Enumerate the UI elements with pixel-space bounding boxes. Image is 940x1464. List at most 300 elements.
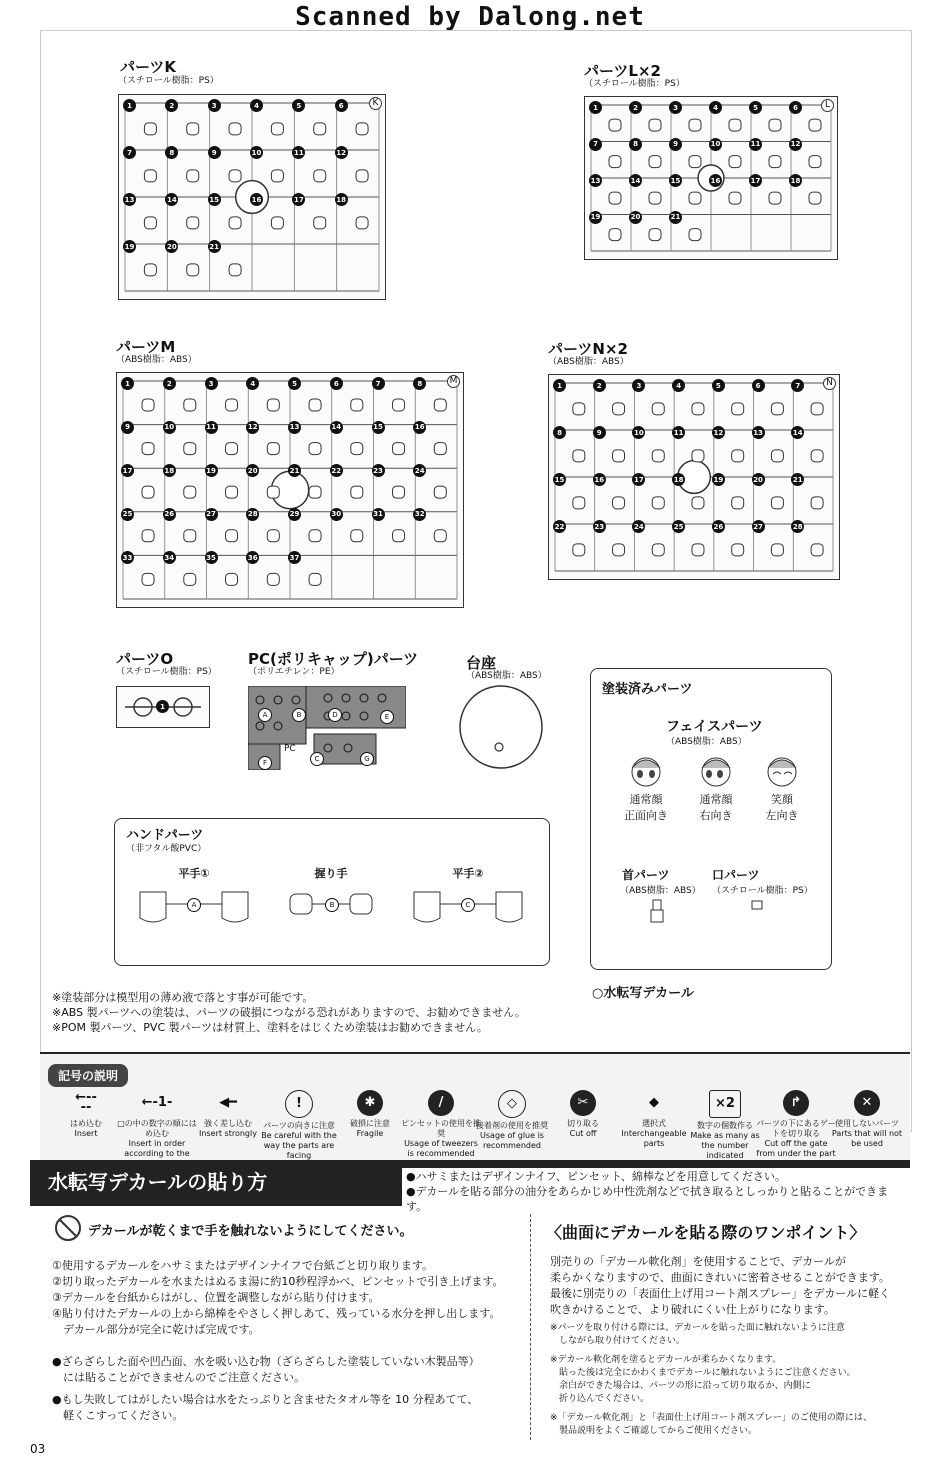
part-number: 28: [246, 508, 259, 521]
part-shape: [689, 229, 701, 241]
part-shape: [729, 192, 741, 204]
part-number: 5: [288, 377, 301, 390]
part-number: 12: [335, 146, 348, 159]
part-shape: [351, 399, 363, 411]
part-shape: [184, 399, 196, 411]
part-shape: [309, 443, 321, 455]
part-number: 14: [330, 421, 343, 434]
parts-k-material: （スチロール樹脂：PS）: [118, 76, 219, 86]
part-shape: [267, 443, 279, 455]
part-shape: [434, 486, 446, 498]
legend-item: [614, 1090, 694, 1149]
part-shape: [267, 399, 279, 411]
part-number: 19: [589, 211, 602, 224]
paint-notes: [52, 990, 572, 1035]
part-number: 20: [629, 211, 642, 224]
parts-n-title: パーツN×2: [548, 340, 628, 358]
part-shape: [732, 497, 744, 509]
part-number: 24: [413, 464, 426, 477]
part-shape: [809, 192, 821, 204]
part-shape: [393, 399, 405, 411]
legend-label-en: Cut off: [569, 1129, 597, 1138]
pc-letter-a: A: [258, 708, 272, 722]
part-shape: [649, 192, 661, 204]
part-number: 5: [292, 99, 305, 112]
legend-symbol-icon: ×2: [709, 1090, 741, 1118]
part-number: 21: [288, 464, 301, 477]
part-number: 10: [250, 146, 263, 159]
part-number: 6: [330, 377, 343, 390]
legend-symbol-icon: ←-1-: [141, 1095, 173, 1110]
pc-letter-e: E: [380, 710, 394, 724]
legend-label-jp: 選択式: [642, 1119, 666, 1128]
tip-notes: [550, 1322, 910, 1438]
step-line: ④貼り付けたデカールの上から綿棒をやさしく押しあて、残っている水分を押し出します。: [52, 1307, 501, 1320]
part-shape: [184, 486, 196, 498]
part-shape: [692, 497, 704, 509]
part-number: 8: [553, 426, 566, 439]
part-number: 25: [672, 520, 685, 533]
part-shape: [769, 156, 781, 168]
part-shape: [609, 156, 621, 168]
part-number: 31: [372, 508, 385, 521]
legend-label-en: Insert: [74, 1129, 98, 1138]
part-shape: [309, 573, 321, 585]
part-shape: [732, 450, 744, 462]
bullet-line: には貼ることができませんのでご注意ください。: [52, 1371, 305, 1384]
part-number: 20: [752, 473, 765, 486]
bullet-line: ●もし失敗してはがしたい場合は水をたっぷりと含ませたタオル等を 10 分程あてて、: [52, 1393, 479, 1406]
pc-letter-g: G: [360, 752, 374, 766]
part-shape: [573, 544, 585, 556]
legend-label-en: Be careful with the way the parts are facing: [261, 1131, 337, 1160]
part-number: 7: [791, 379, 804, 392]
part-number: 13: [752, 426, 765, 439]
legend-label-en: Make as many as the number indicated: [690, 1131, 760, 1160]
legend-symbol-icon: /: [428, 1090, 454, 1116]
face-icon: [698, 756, 734, 788]
part-number: 16: [413, 421, 426, 434]
pc-letter-b: B: [292, 708, 306, 722]
part-number: 17: [292, 193, 305, 206]
face-label-2: 左向き: [765, 809, 799, 822]
part-number: 35: [205, 551, 218, 564]
face-icon: [764, 756, 800, 788]
legend-item: [330, 1090, 410, 1139]
runner-pc: [248, 686, 406, 770]
face-label-2: 正面向き: [624, 809, 668, 822]
legend-symbol-icon: ◀━: [219, 1095, 237, 1110]
tip-title: 〈曲面にデカールを貼る際のワンポイント〉: [546, 1223, 866, 1242]
part-shape: [652, 544, 664, 556]
neck-material: （ABS樹脂：ABS）: [620, 886, 701, 896]
part-number: 6: [335, 99, 348, 112]
hand-open-2: [408, 866, 528, 930]
face-front: [612, 756, 680, 824]
part-shape: [732, 544, 744, 556]
part-number: 11: [292, 146, 305, 159]
part-shape: [689, 119, 701, 131]
legend-label-en: Interchangeable parts: [621, 1129, 687, 1148]
pc-letter-c: C: [310, 752, 324, 766]
parts-l-title: パーツL×2: [584, 62, 661, 80]
part-shape: [771, 450, 783, 462]
part-number: 10: [632, 426, 645, 439]
part-number: 14: [629, 174, 642, 187]
part-shape: [184, 530, 196, 542]
part-shape: [729, 156, 741, 168]
part-number: 12: [789, 138, 802, 151]
part-shape: [144, 264, 156, 276]
parts-o-material: （スチロール樹脂：PS）: [116, 667, 217, 677]
part-number: 36: [246, 551, 259, 564]
decal-prep-notes: [402, 1168, 910, 1215]
tip-note: 余白ができた場合は、パーツの形に沿って切り取るか、内側に: [550, 1381, 811, 1391]
part-shape: [609, 229, 621, 241]
part-shape: [142, 573, 154, 585]
part-number: 20: [246, 464, 259, 477]
part-shape: [229, 170, 241, 182]
part-number: 29: [288, 508, 301, 521]
part-number: 8: [629, 138, 642, 151]
pc-label: PC: [284, 744, 296, 754]
part-number: 3: [205, 377, 218, 390]
part-number: 25: [121, 508, 134, 521]
part-shape: [187, 170, 199, 182]
part-number: 19: [712, 473, 725, 486]
part-number: 26: [712, 520, 725, 533]
legend-item: [685, 1090, 765, 1161]
part-number: 1: [156, 700, 169, 713]
part-shape: [769, 119, 781, 131]
legend-item: [188, 1090, 268, 1139]
hand-grip: [286, 866, 376, 930]
part-shape: [144, 217, 156, 229]
part-shape: [393, 486, 405, 498]
base-material: （ABS樹脂：ABS）: [466, 671, 547, 681]
legend-item: [827, 1090, 907, 1149]
part-shape: [229, 264, 241, 276]
part-shape: [267, 573, 279, 585]
part-number: 28: [791, 520, 804, 533]
part-number: 4: [672, 379, 685, 392]
base-stand: [458, 684, 544, 770]
part-shape: [609, 192, 621, 204]
part-shape: [309, 486, 321, 498]
part-shape: [613, 497, 625, 509]
part-number: 1: [123, 99, 136, 112]
part-number: 10: [163, 421, 176, 434]
part-number: 15: [669, 174, 682, 187]
legend-label-en: Insert strongly: [199, 1129, 257, 1138]
part-number: 17: [749, 174, 762, 187]
legend-symbol-icon: ←----: [75, 1090, 97, 1115]
part-shape: [142, 530, 154, 542]
neck-part-icon: [650, 898, 664, 928]
part-shape: [692, 450, 704, 462]
legend-label-en: Parts that will not be used: [831, 1129, 903, 1148]
part-shape: [434, 399, 446, 411]
part-shape: [187, 123, 199, 135]
part-number: 21: [669, 211, 682, 224]
part-shape: [144, 123, 156, 135]
part-number: 23: [372, 464, 385, 477]
legend-item: [117, 1090, 197, 1169]
runner-pc-drawing: [248, 686, 406, 770]
part-number: 30: [330, 508, 343, 521]
legend-item: [401, 1090, 481, 1159]
part-number: 19: [205, 464, 218, 477]
part-number: 2: [629, 101, 642, 114]
part-shape: [613, 450, 625, 462]
part-shape: [351, 486, 363, 498]
part-number: 32: [413, 508, 426, 521]
step-line: デカール部分が完全に乾けば完成です。: [52, 1323, 260, 1336]
decal-warning: デカールが乾くまで手を触れないようにしてください。: [88, 1224, 413, 1239]
pc-letter-d: D: [328, 708, 342, 722]
part-shape: [184, 573, 196, 585]
part-shape: [811, 544, 823, 556]
part-shape: [393, 530, 405, 542]
tip-note: ※デカール軟化剤を塗るとデカールが柔らかくなります。: [550, 1355, 782, 1365]
part-number: 18: [672, 473, 685, 486]
bullet-line: ●ざらざらした面や凹凸面、水を吸い込む物（ざらざらした塗装していない木製品等）: [52, 1355, 480, 1368]
neck-title: 首パーツ: [622, 868, 670, 882]
part-number: 14: [791, 426, 804, 439]
part-shape: [351, 443, 363, 455]
part-number: 1: [589, 101, 602, 114]
parts-n-material: （ABS樹脂：ABS）: [548, 357, 629, 367]
part-number: 2: [163, 377, 176, 390]
tip-body: [550, 1254, 910, 1318]
hand-letter: B: [325, 898, 339, 912]
part-shape: [811, 497, 823, 509]
part-number: 4: [250, 99, 263, 112]
legend-symbol-icon: !: [285, 1090, 313, 1118]
part-number: 18: [789, 174, 802, 187]
part-number: 23: [593, 520, 606, 533]
no-touch-icon: [54, 1214, 82, 1246]
part-shape: [314, 217, 326, 229]
legend-item: [46, 1090, 126, 1139]
step-line: ②切り取ったデカールを水またはぬるま湯に約10秒程浮かべ、ピンセットで引き上げます。: [52, 1275, 504, 1288]
part-shape: [309, 399, 321, 411]
part-shape: [267, 530, 279, 542]
hand-open-1: [134, 866, 254, 930]
page-number: 03: [30, 1442, 46, 1456]
part-number: 13: [123, 193, 136, 206]
note-line: ※ABS 製パーツへの塗装は、パーツの破損につながる恐れがありますので、お勧めできません。: [52, 1006, 526, 1019]
legend-label-jp: パーツの向きに注意: [263, 1121, 335, 1130]
face-smile: [748, 756, 816, 824]
part-shape: [649, 156, 661, 168]
part-shape: [271, 123, 283, 135]
part-number: 22: [330, 464, 343, 477]
part-number: 6: [752, 379, 765, 392]
part-number: 6: [789, 101, 802, 114]
legend-label-jp: 使用しないパーツ: [835, 1119, 899, 1128]
part-shape: [771, 403, 783, 415]
mouth-material: （スチロール樹脂：PS）: [712, 886, 813, 896]
part-shape: [229, 123, 241, 135]
part-shape: [314, 170, 326, 182]
mouth-title: 口パーツ: [712, 868, 760, 882]
legend-symbol-icon: ◇: [498, 1090, 526, 1118]
legend-label-en: Usage of tweezers is recommended: [404, 1139, 478, 1158]
part-shape: [226, 486, 238, 498]
part-shape: [142, 486, 154, 498]
runner-m: [116, 372, 464, 608]
part-number: 33: [121, 551, 134, 564]
legend-item: [756, 1090, 836, 1159]
part-number: 15: [553, 473, 566, 486]
hand-letter: A: [187, 898, 201, 912]
part-number: 19: [123, 240, 136, 253]
part-shape: [356, 170, 368, 182]
part-shape: [811, 450, 823, 462]
hand-label: 平手②: [452, 867, 484, 880]
part-shape: [613, 403, 625, 415]
tip-note: ※パーツを取り付ける際には、デカールを貼った面に触れないように注意: [550, 1323, 845, 1333]
parts-m-title: パーツM: [116, 338, 176, 356]
legend-symbol-icon: ◆: [649, 1095, 659, 1110]
face-parts-material: （ABS樹脂：ABS）: [666, 737, 747, 747]
mouth-part-icon: [750, 898, 764, 917]
section-divider: [530, 1214, 531, 1440]
parts-pc-material: （ポリエチレン：PE）: [248, 667, 340, 677]
hand-parts-title: ハンドパーツ: [126, 828, 204, 843]
part-shape: [613, 544, 625, 556]
part-number: 15: [208, 193, 221, 206]
part-shape: [692, 544, 704, 556]
part-number: 9: [208, 146, 221, 159]
part-shape: [609, 119, 621, 131]
part-shape: [356, 217, 368, 229]
part-shape: [184, 443, 196, 455]
legend-label-en: Usage of glue is recommended: [480, 1131, 544, 1150]
face-right: [682, 756, 750, 824]
part-number: 20: [165, 240, 178, 253]
part-shape: [393, 443, 405, 455]
legend-symbol-icon: ✂: [570, 1090, 596, 1116]
decal-bullets: [52, 1354, 522, 1424]
part-number: 5: [712, 379, 725, 392]
part-shape: [267, 486, 279, 498]
painted-parts-title: 塗装済みパーツ: [602, 682, 693, 697]
part-shape: [142, 443, 154, 455]
part-number: 26: [163, 508, 176, 521]
part-number: 11: [672, 426, 685, 439]
prep-line: ●デカールを貼る部分の油分をあらかじめ中性洗剤などで拭き取るとしっかりと貼ることができます。: [406, 1185, 889, 1213]
face-parts-title: フェイスパーツ: [666, 719, 763, 735]
base-title: 台座: [466, 654, 497, 672]
part-number: 8: [165, 146, 178, 159]
tip-note: 貼った後は完全にかわくまでデカールに触れないようにご注意ください。: [550, 1368, 856, 1378]
part-shape: [811, 403, 823, 415]
legend-item: [543, 1090, 623, 1139]
part-shape: [573, 497, 585, 509]
tip-line: 柔らかくなりますので、曲面にきれいに密着させることができます。: [550, 1271, 890, 1284]
legend-symbol-icon: ✕: [854, 1090, 880, 1116]
part-number: 11: [205, 421, 218, 434]
hand-letter: C: [461, 898, 475, 912]
legend-title: 記号の説明: [48, 1064, 128, 1087]
part-number: 37: [288, 551, 301, 564]
part-number: 1: [553, 379, 566, 392]
part-number: 21: [208, 240, 221, 253]
runner-l: [584, 96, 838, 260]
part-shape: [729, 119, 741, 131]
legend-label-jp: 破損に注意: [350, 1119, 390, 1128]
part-number: 22: [553, 520, 566, 533]
part-number: 13: [288, 421, 301, 434]
legend-label-en: Insert in order according to the: [124, 1139, 190, 1158]
step-line: ①使用するデカールをハサミまたはデザインナイフで台紙ごと切り取ります。: [52, 1259, 433, 1272]
part-number: 9: [669, 138, 682, 151]
part-number: 11: [749, 138, 762, 151]
part-shape: [356, 123, 368, 135]
hand-parts-material: （非フタル酸PVC）: [126, 844, 207, 854]
face-label-1: 笑顔: [771, 793, 793, 806]
part-shape: [573, 450, 585, 462]
part-number: 34: [163, 551, 176, 564]
part-number: 3: [669, 101, 682, 114]
parts-pc-title: PC(ポリキャップ)パーツ: [248, 650, 419, 668]
part-number: 15: [372, 421, 385, 434]
part-number: 18: [335, 193, 348, 206]
runner-letter: K: [369, 97, 382, 110]
part-shape: [187, 264, 199, 276]
legend-label-jp: □の中の数字の順にはめ込む: [117, 1119, 197, 1138]
part-number: 4: [709, 101, 722, 114]
legend-label-jp: 強く差し込む: [204, 1119, 252, 1128]
note-line: ※POM 製パーツ、PVC 製パーツは材質上、塗料をはじくため塗装はお勧めできません。: [52, 1021, 488, 1034]
runner-letter: M: [447, 375, 460, 388]
tip-note: しながら取り付けてください。: [550, 1336, 686, 1346]
runner-letter: N: [823, 377, 836, 390]
part-shape: [271, 170, 283, 182]
part-number: 24: [632, 520, 645, 533]
decal-heading: 水転写デカールの貼り方: [48, 1170, 268, 1194]
face-label-2: 右向き: [699, 809, 733, 822]
part-number: 5: [749, 101, 762, 114]
legend-item: [259, 1090, 339, 1161]
part-shape: [314, 123, 326, 135]
part-shape: [769, 192, 781, 204]
tip-note: ※「デカール軟化剤」と「表面仕上げ用コート剤スプレー」のご使用の際には、: [550, 1413, 872, 1423]
part-shape: [434, 443, 446, 455]
part-shape: [771, 497, 783, 509]
part-number: 8: [413, 377, 426, 390]
legend-label-jp: 接着剤の使用を推奨: [476, 1121, 548, 1130]
legend-label-jp: ピンセットの使用を推奨: [401, 1119, 481, 1138]
part-number: 7: [372, 377, 385, 390]
part-number: 2: [165, 99, 178, 112]
legend-label-jp: はめ込む: [70, 1119, 102, 1128]
part-shape: [271, 217, 283, 229]
prep-line: ●ハサミまたはデザインナイフ、ピンセット、綿棒などを用意してください。: [406, 1170, 786, 1183]
face-label-1: 通常顔: [699, 793, 733, 806]
base-stand-drawing: [458, 684, 544, 770]
part-shape: [652, 403, 664, 415]
part-shape: [809, 156, 821, 168]
parts-m-material: （ABS樹脂：ABS）: [116, 355, 197, 365]
watermark: Scanned by Dalong.net: [295, 2, 645, 32]
part-shape: [142, 399, 154, 411]
part-shape: [809, 119, 821, 131]
part-shape: [573, 403, 585, 415]
part-number: 7: [589, 138, 602, 151]
